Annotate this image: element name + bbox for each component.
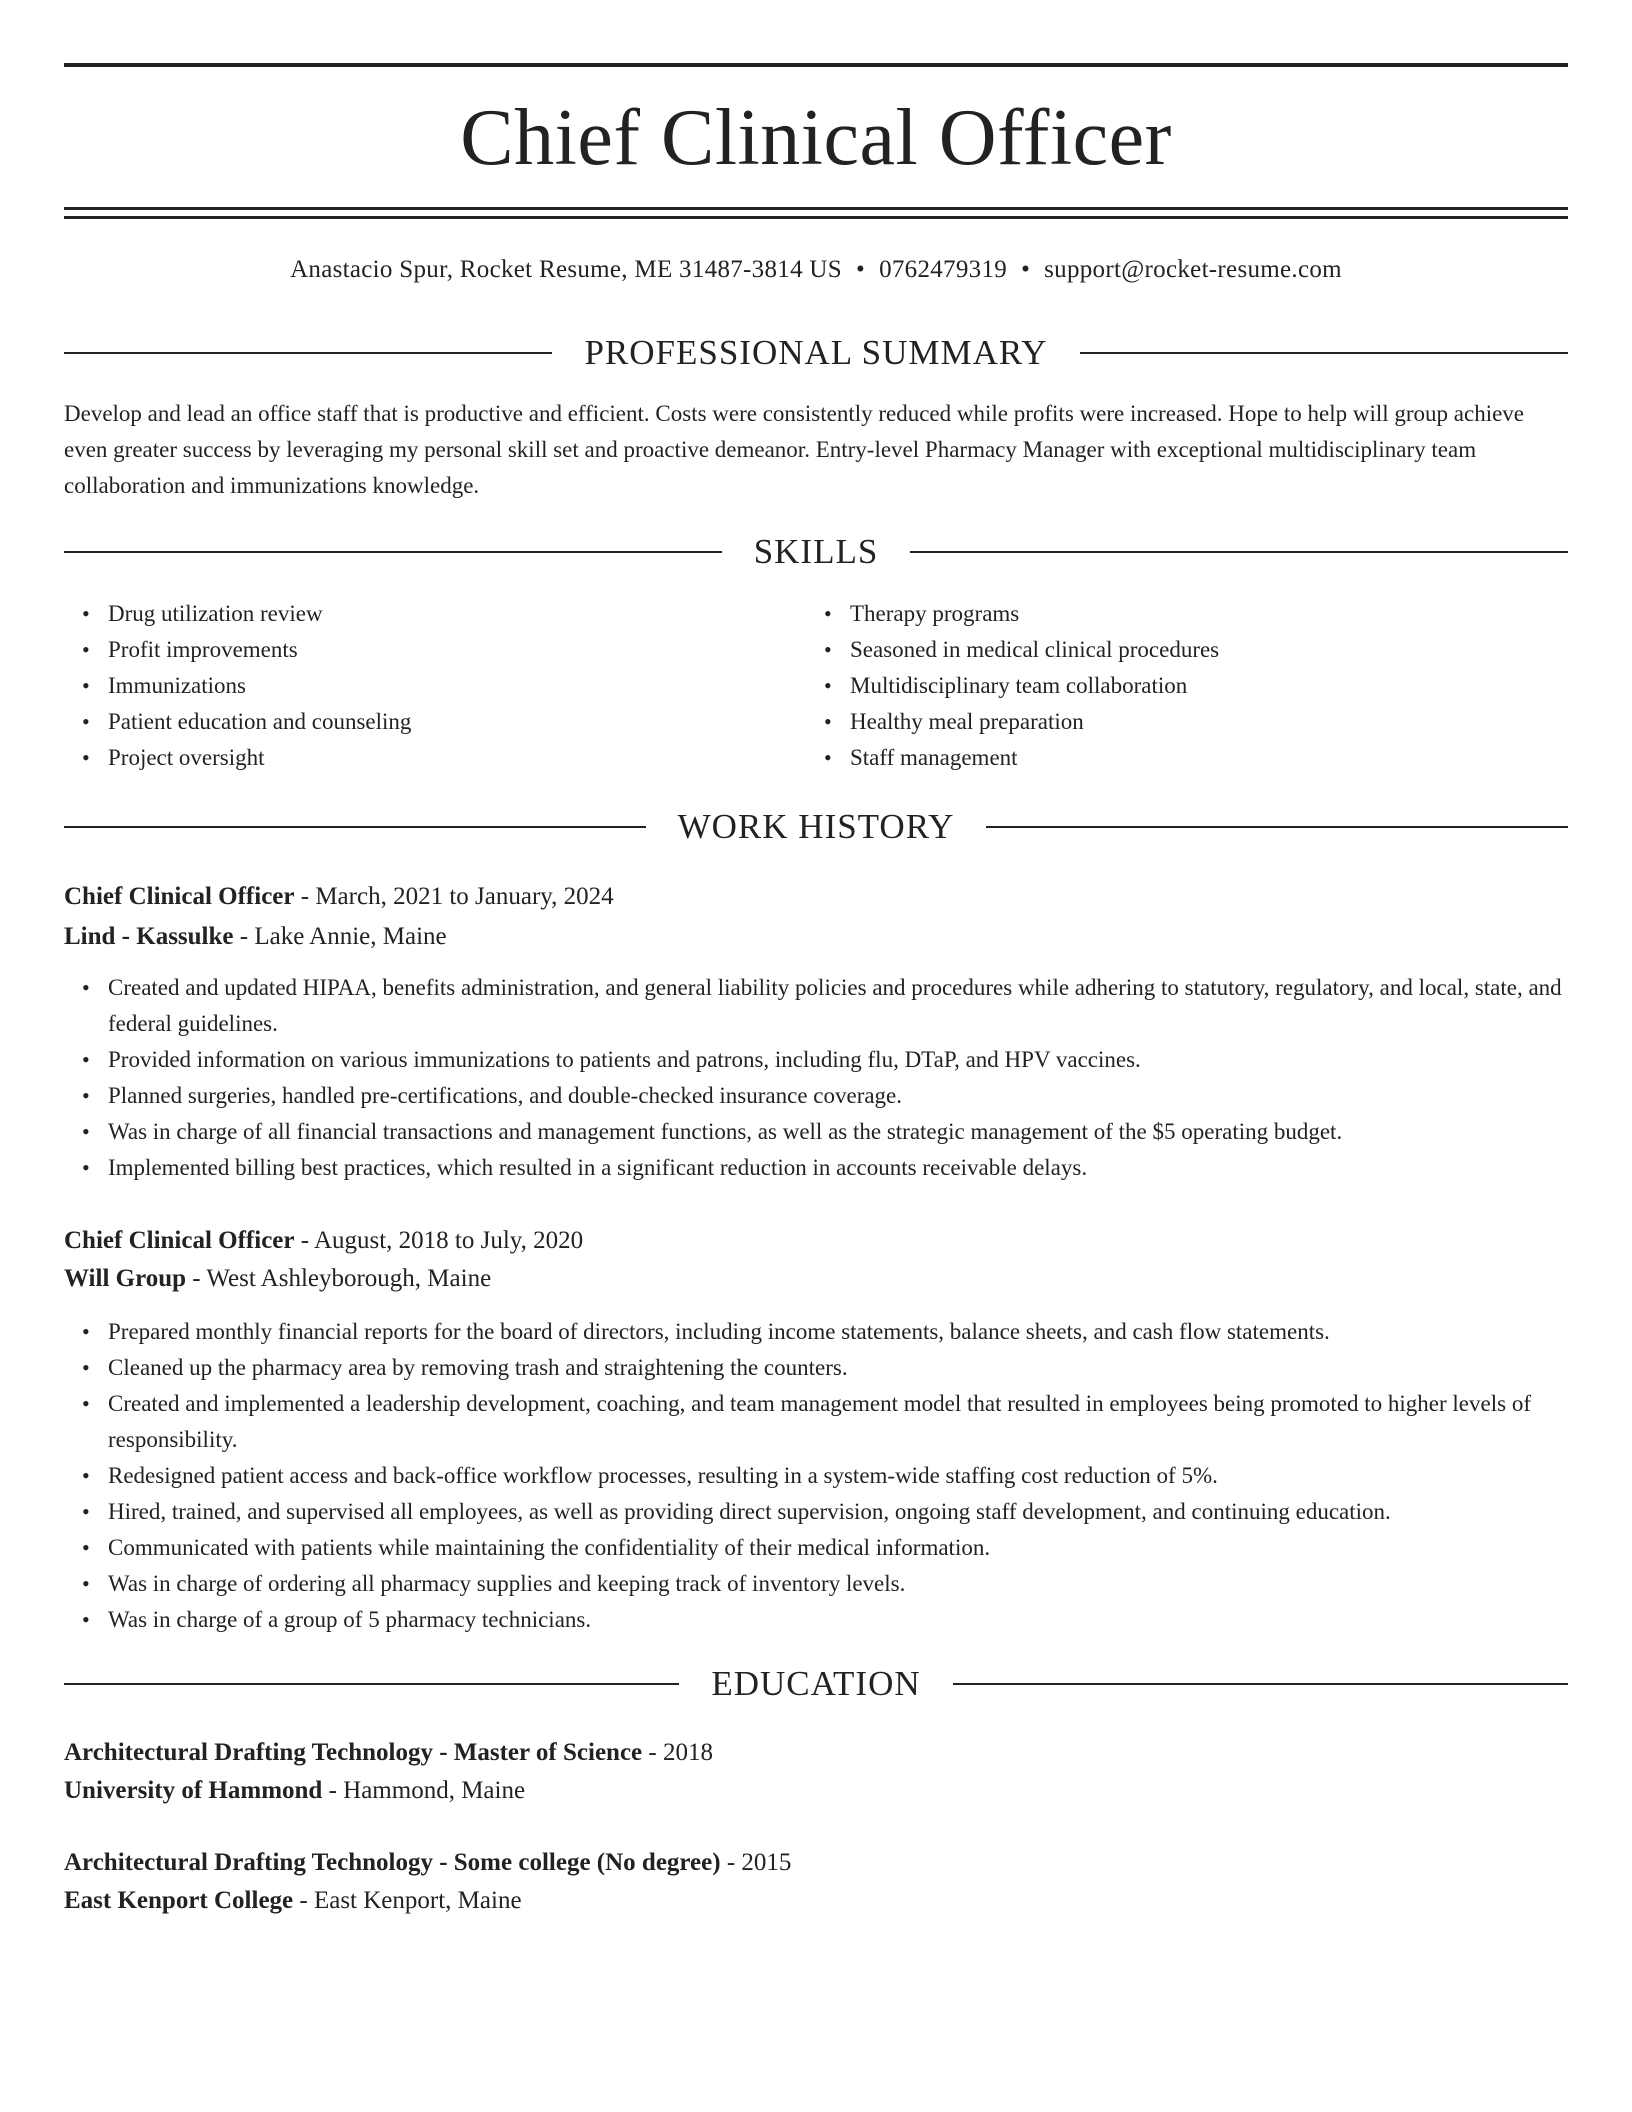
skill-item: • Project oversight [108, 740, 808, 776]
job-location: - Lake Annie, Maine [233, 923, 447, 950]
job-company-line [64, 1260, 1568, 1298]
education-school-line [64, 1882, 1568, 1920]
skill-item: • Immunizations [108, 668, 808, 704]
summary-heading [64, 331, 1568, 375]
job-bullet: • Was in charge of all financial transactions and management functions, as well as the strategic management of the $5 operating budget. [108, 1114, 1568, 1150]
job-bullet: • Was in charge of ordering all pharmacy supplies and keeping track of inventory levels. [108, 1566, 1568, 1602]
job-bullet: • Created and updated HIPAA, benefits administration, and general liability policies and procedures while adhering to statutory, regulatory, and local, state, and federal guidelines. [108, 970, 1568, 1042]
job-title: Chief Clinical Officer [64, 1227, 295, 1254]
heading-rule [986, 826, 1568, 828]
skills-list-right [806, 596, 1550, 776]
job-location: - West Ashleyborough, Maine [186, 1265, 492, 1292]
job-bullet: • Planned surgeries, handled pre-certifications, and double-checked insurance coverage. [108, 1078, 1568, 1114]
skill-item: • Drug utilization review [108, 596, 808, 632]
job-bullet: • Was in charge of a group of 5 pharmacy technicians. [108, 1602, 1568, 1638]
education-degree: Architectural Drafting Technology - Some college (No degree) [64, 1849, 721, 1876]
skill-item: • Healthy meal preparation [850, 704, 1550, 740]
education-degree-line [64, 1734, 1568, 1772]
job-dates: - August, 2018 to July, 2020 [294, 1227, 584, 1254]
job-bullet: • Redesigned patient access and back-office workflow processes, resulting in a system-wide staffing cost reduction of 5%. [108, 1458, 1568, 1494]
skill-item: • Patient education and counseling [108, 704, 808, 740]
job-company: Lind - Kassulke [64, 923, 234, 950]
contact-line [64, 252, 1568, 288]
skills-heading [64, 530, 1568, 574]
contact-phone: 0762479319 [879, 256, 1008, 283]
education-school: East Kenport College [64, 1887, 294, 1914]
heading-rule [64, 352, 552, 354]
separator-dot: • [1021, 256, 1031, 283]
education-year: - 2018 [642, 1739, 713, 1766]
job-company-line [64, 918, 1568, 956]
skill-item: • Multidisciplinary team collaboration [850, 668, 1550, 704]
job-bullet: • Communicated with patients while maintaining the confidentiality of their medical information. [108, 1530, 1568, 1566]
skills-list-left [64, 596, 808, 776]
job-bullet: • Implemented billing best practices, which resulted in a significant reduction in accounts receivable delays. [108, 1150, 1568, 1186]
education-heading-label: EDUCATION [711, 1664, 921, 1703]
separator-dot: • [856, 256, 866, 283]
education-year: - 2015 [720, 1849, 792, 1876]
skill-item: • Therapy programs [850, 596, 1550, 632]
job-title-line [64, 1222, 1568, 1260]
job-bullet: • Prepared monthly financial reports for the board of directors, including income statements, balance sheets, and cash flow statements. [108, 1314, 1568, 1350]
education-degree-line [64, 1844, 1568, 1882]
job-title: Chief Clinical Officer [64, 883, 295, 910]
summary-heading-label: PROFESSIONAL SUMMARY [584, 333, 1048, 372]
work-heading [64, 805, 1568, 849]
heading-rule [910, 551, 1568, 553]
resume-title: Chief Clinical Officer [460, 94, 1172, 182]
skill-item: • Profit improvements [108, 632, 808, 668]
education-school-line [64, 1772, 1568, 1810]
heading-rule [64, 1683, 679, 1685]
education-degree: Architectural Drafting Technology - Master of Science [64, 1739, 643, 1766]
education-location: - East Kenport, Maine [293, 1887, 522, 1914]
education-school: University of Hammond [64, 1777, 323, 1804]
skills-heading-label: SKILLS [753, 532, 879, 571]
education-location: - Hammond, Maine [322, 1777, 526, 1804]
job-bullet: • Hired, trained, and supervised all employees, as well as providing direct supervision, ongoing staff development, and continuing education. [108, 1494, 1568, 1530]
heading-rule [953, 1683, 1568, 1685]
job-bullet: • Provided information on various immunizations to patients and patrons, including flu, DTaP, and HPV vaccines. [108, 1042, 1568, 1078]
title-double-divider [64, 207, 1568, 219]
job-company: Will Group [64, 1265, 187, 1292]
summary-text: Develop and lead an office staff that is productive and efficient. Costs were consistently reduced while profits were increased. Hope to help will group achieve even greater success by leveraging my personal skill set and proactive demeanor. Entry-level Pharmacy Manager with exceptional multidisciplinary team collaboration and immunizations knowledge. [64, 401, 1525, 498]
job-bullet: • Created and implemented a leadership development, coaching, and team management model that resulted in employees being promoted to higher levels of responsibility. [108, 1386, 1568, 1458]
job-bullets [64, 970, 1568, 1186]
job-title-line [64, 878, 1568, 916]
skill-item: • Seasoned in medical clinical procedures [850, 632, 1550, 668]
top-divider [64, 63, 1568, 67]
heading-rule [64, 551, 722, 553]
heading-rule [1080, 352, 1568, 354]
work-heading-label: WORK HISTORY [677, 807, 955, 846]
skill-item: • Staff management [850, 740, 1550, 776]
heading-rule [64, 826, 646, 828]
contact-address: Anastacio Spur, Rocket Resume, ME 31487-3814 US [290, 256, 842, 283]
job-bullets [64, 1314, 1568, 1638]
education-heading [64, 1662, 1568, 1706]
job-dates: - March, 2021 to January, 2024 [294, 883, 614, 910]
job-bullet: • Cleaned up the pharmacy area by removing trash and straightening the counters. [108, 1350, 1568, 1386]
contact-email: support@rocket-resume.com [1044, 256, 1342, 283]
